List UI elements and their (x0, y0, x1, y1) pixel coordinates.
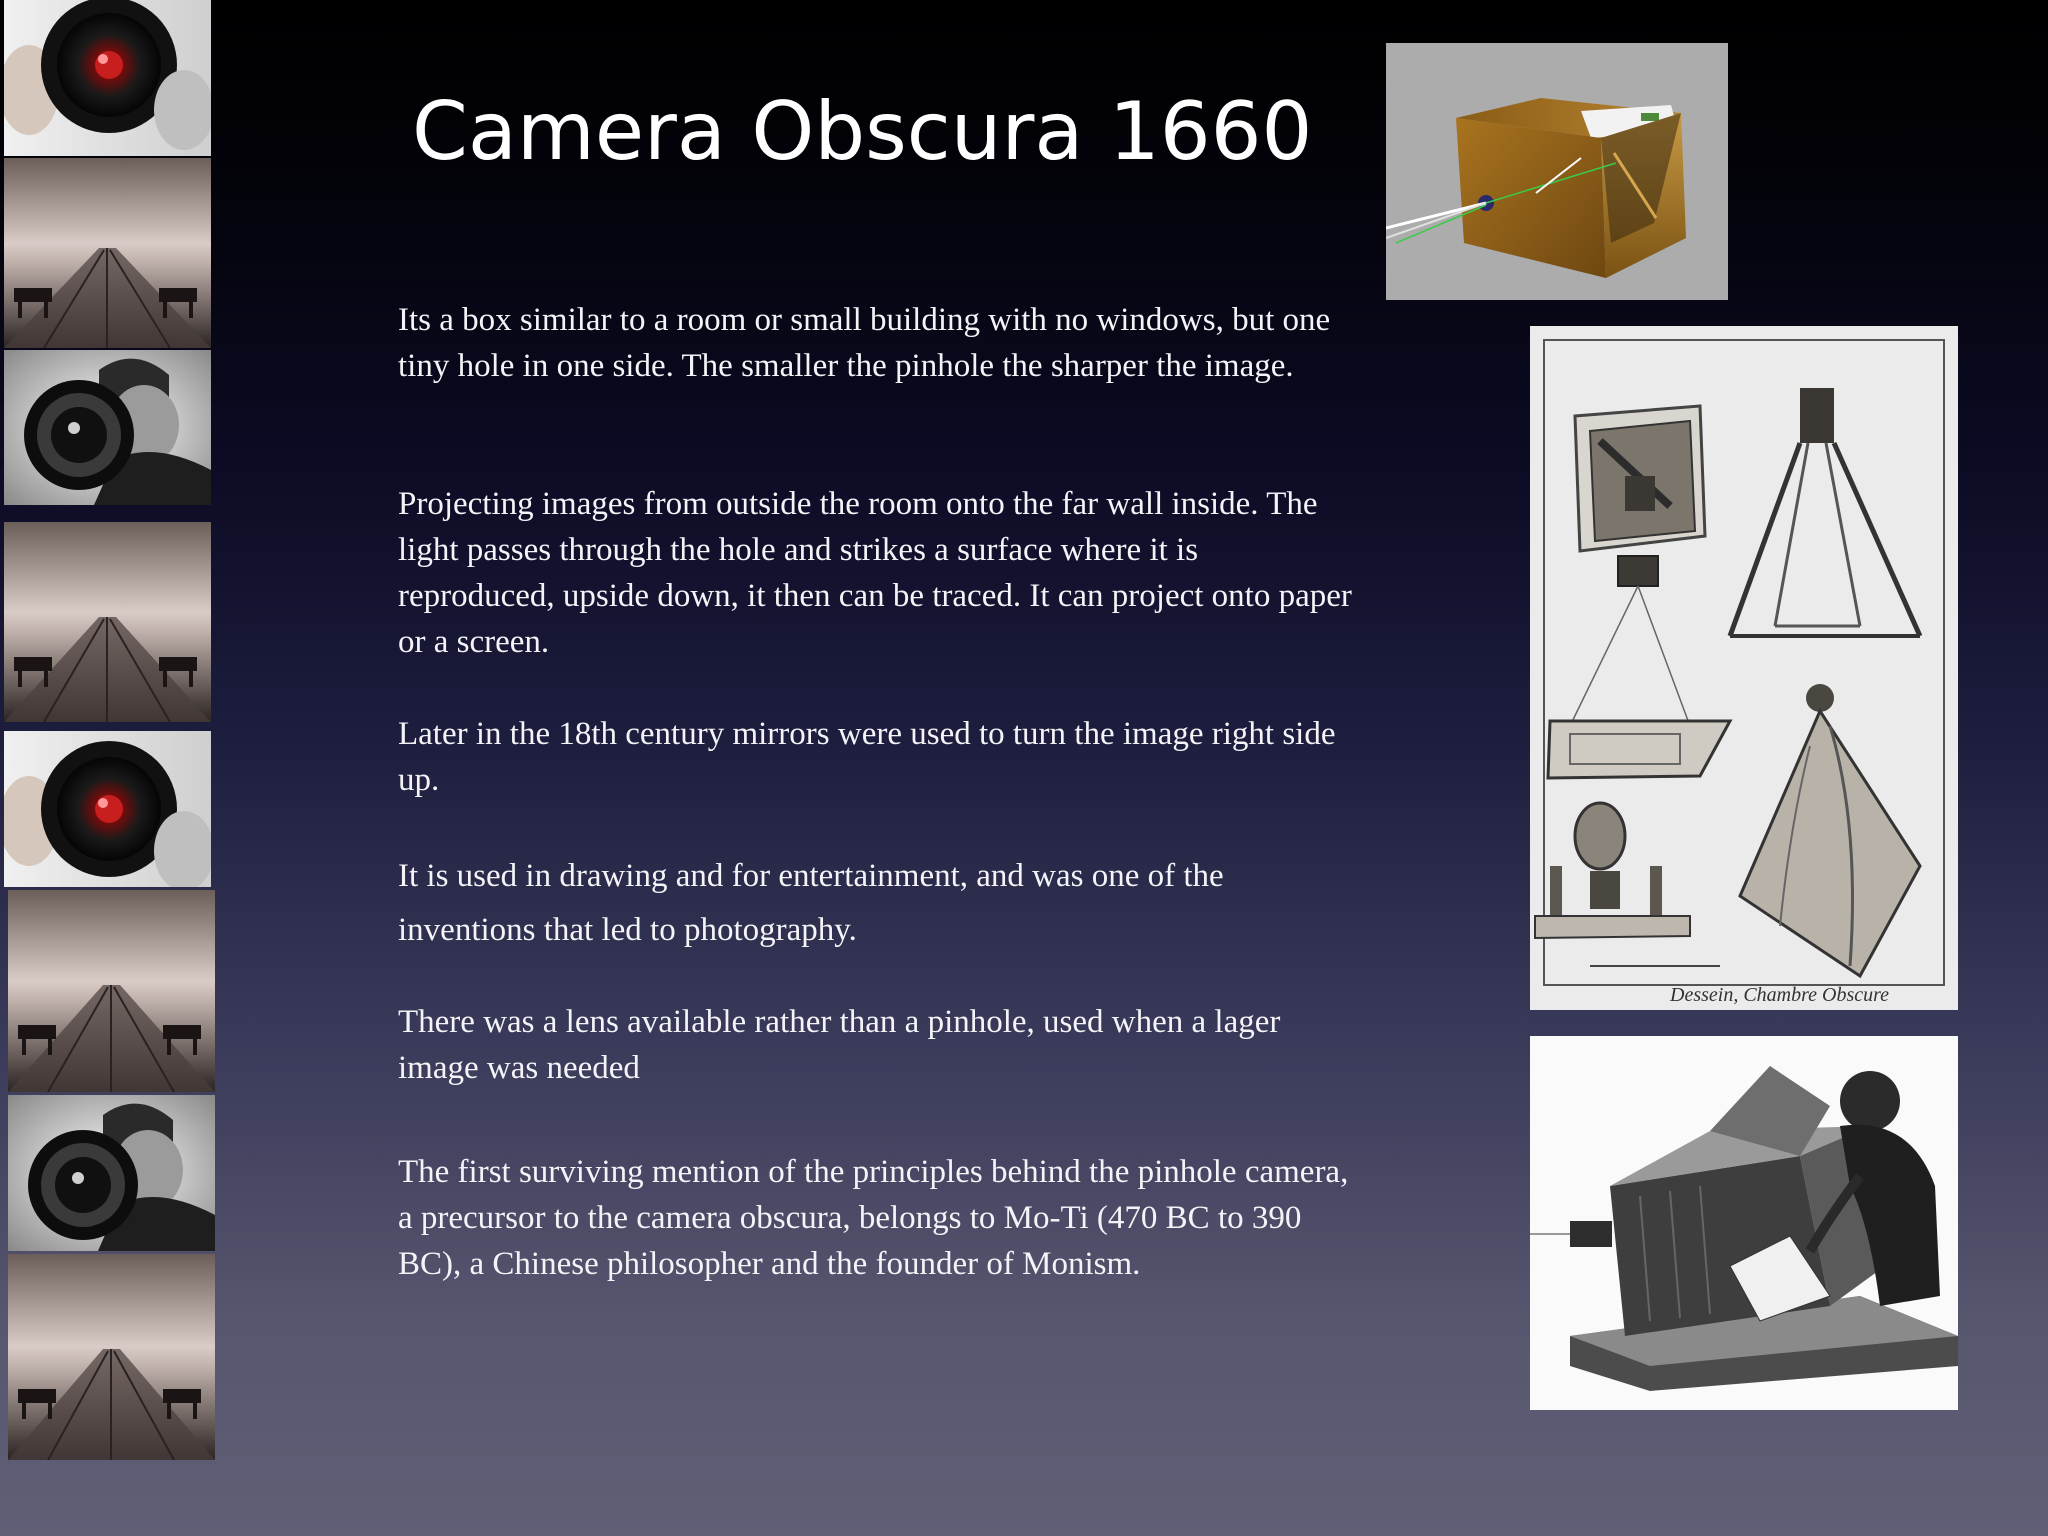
body-paragraph: Its a box similar to a room or small building with no windows, but one tiny hole in one side. The smaller the pinhole the sharper the image. (398, 302, 1331, 384)
thumbnail-lens-closeup (4, 0, 211, 156)
slide-title: Camera Obscura 1660 (412, 85, 1313, 178)
camera-obscura-3d-render (1386, 43, 1728, 300)
thumbnail-pier (4, 522, 211, 722)
body-paragraph: It is used in drawing and for entertainment, and was one of the inventions that led to photography. (398, 858, 1224, 948)
thumbnail-pier (4, 158, 211, 348)
thumbnail-photographer (8, 1095, 215, 1251)
body-paragraph: Later in the 18th century mirrors were used to turn the image right side up. (398, 716, 1336, 798)
man-drawing-camera-obscura (1530, 1036, 1958, 1410)
thumbnail-pier (8, 1254, 215, 1460)
body-paragraph: There was a lens available rather than a pinhole, used when a lager image was needed (398, 1004, 1281, 1086)
camera-obscura-engraving (1530, 326, 1958, 1010)
thumbnail-photographer (4, 350, 211, 505)
photo-strip (0, 0, 220, 1470)
body-paragraph: Projecting images from outside the room onto the far wall inside. The light passes through the hole and strikes a surface where it is reproduced, upside down, it then can be traced. It can project onto paper or a screen. (398, 486, 1352, 660)
body-paragraph: The first surviving mention of the principles behind the pinhole camera, a precursor to the camera obscura, belongs to Mo-Ti (470 BC to 390 BC), a Chinese philosopher and the founder of Monism. (398, 1154, 1349, 1282)
thumbnail-lens-closeup (4, 731, 211, 887)
thumbnail-pier (8, 890, 215, 1092)
engraving-caption: Dessein, Chambre Obscure (1670, 984, 1890, 1006)
